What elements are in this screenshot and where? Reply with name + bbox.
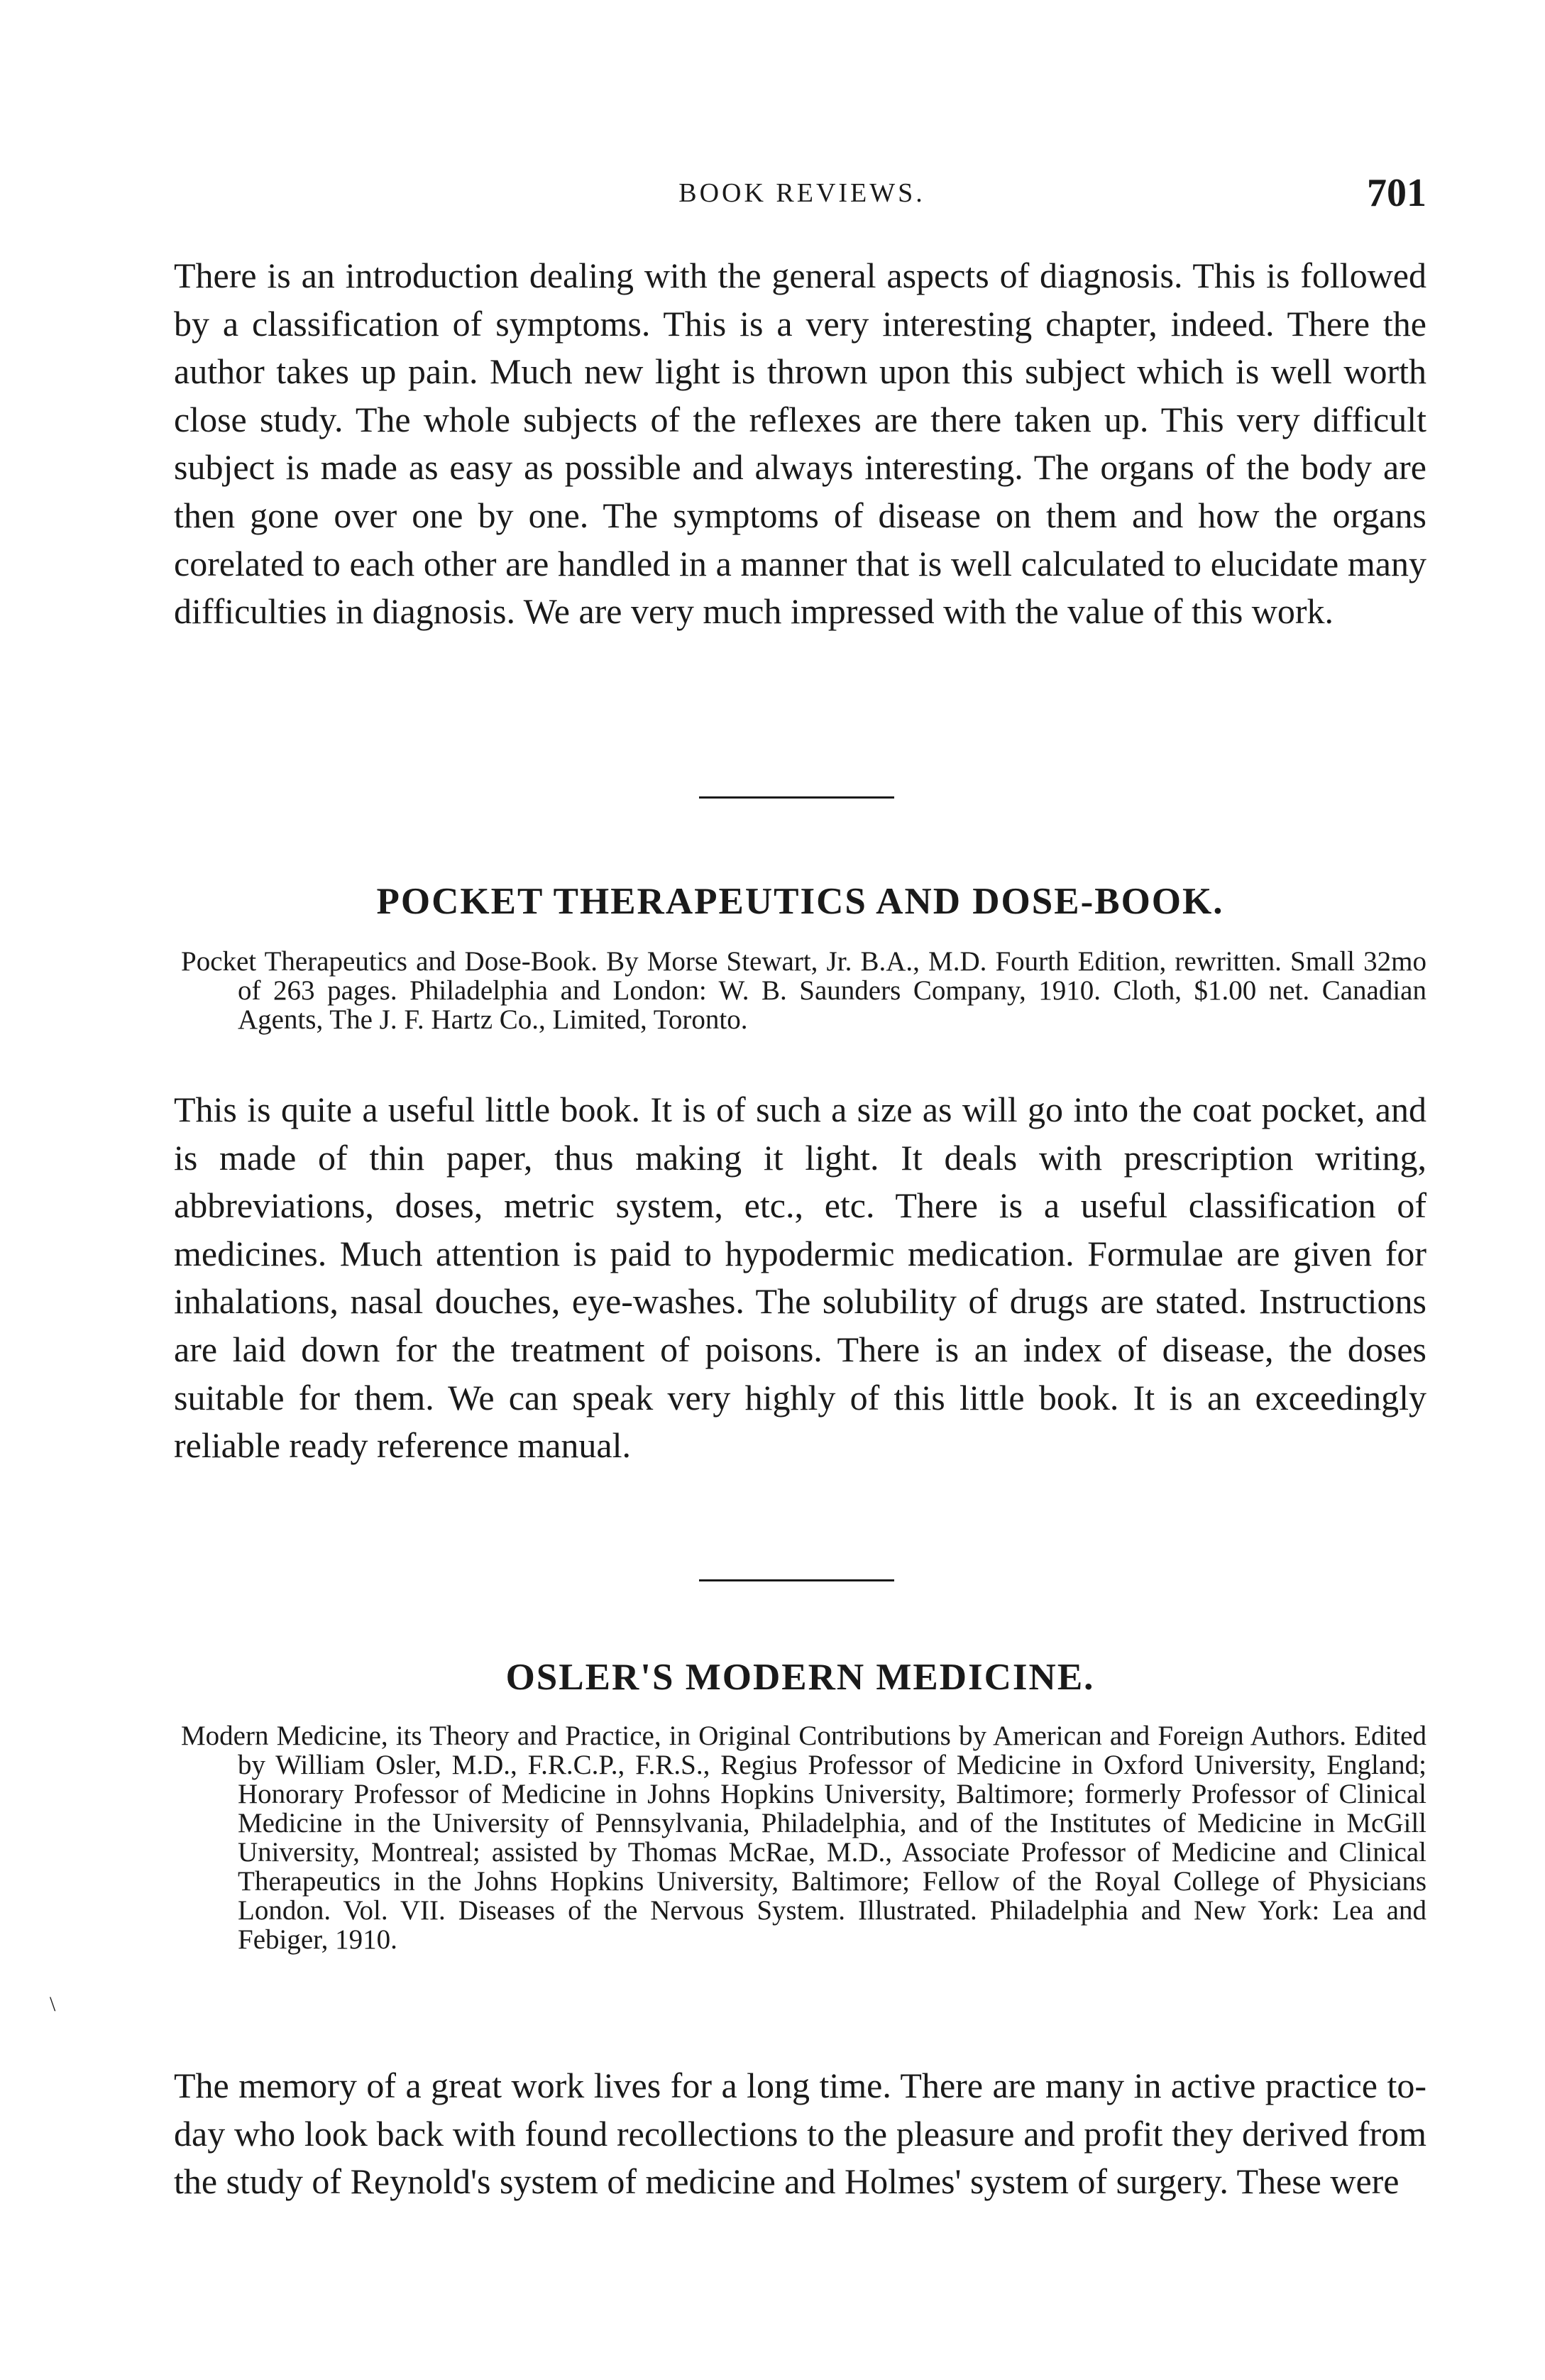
citation-oslers-modern-medicine xyxy=(181,1721,1426,1954)
section-divider xyxy=(699,796,894,799)
review-body-oslers-modern-medicine: The memory of a great work lives for a long time. There are many in active practice to-day who look back with found recollections to the pleasure and profit they derived from the study of Reynold's system of medicine and Holmes' system of surgery. These were xyxy=(174,2066,1426,2202)
review-body-pocket-therapeutics: This is quite a useful little book. It is of such a size as will go into the coat pocket, and is made of thin paper, thus making it light. It deals with prescription writing, abbreviations, doses, metric system, etc., etc. There is a useful classification of medicines. Much attention is paid to hypodermic medication. Formulae are given for inhalations, nasal douches, eye-washes. The solubility of drugs are stated. Instructions are laid down for the treatment of poisons. There is an index of disease, the doses suitable for them. We can speak very highly of this little book. It is an exceedingly reliable ready reference manual. xyxy=(174,1090,1426,1466)
review-heading-pocket-therapeutics: POCKET THERAPEUTICS AND DOSE-BOOK. xyxy=(376,881,1224,922)
citation-text: Pocket Therapeutics and Dose-Book. By Morse Stewart, Jr. B.A., M.D. Fourth Edition, rewritten. Small 32mo of 263 pages. Philadelphia and London: W. B. Saunders Company, 1910. Cloth, $1.00 net. Canadian Agents, The J. F. Hartz Co., Limited, Toronto. xyxy=(181,946,1426,1035)
page-number: 701 xyxy=(1367,171,1426,215)
citation-text: Modern Medicine, its Theory and Practice, in Original Contributions by American and Foreign Authors. Edited by William Osler, M.D., F.R.C.P., F.R.S., Regius Professor of Medicine in Oxford University, England; Honorary Professor of Medicine in Johns Hopkins University, Baltimore; formerly Professor of Clinical Medicine in the University of Pennsylvania, Philadelphia, and of the Institutes of Medicine in McGill University, Montreal; assisted by Thomas McRae, M.D., Associate Professor of Medicine and Clinical Therapeutics in the Johns Hopkins University, Baltimore; Fellow of the Royal College of Physicians London. Vol. VII. Diseases of the Nervous System. Illustrated. Philadelphia and New York: Lea and Febiger, 1910. xyxy=(181,1721,1426,1955)
intro-paragraph: There is an introduction dealing with the general aspects of diagnosis. This is followed by a classification of symptoms. This is a very interesting chapter, indeed. There the author takes up pain. Much new light is thrown upon this subject which is well worth close study. The whole subjects of the reflexes are there taken up. This very difficult subject is made as easy as possible and always interesting. The organs of the body are then gone over one by one. The symptoms of disease on them and how the organs corelated to each other are handled in a manner that is well calculated to elucidate many difficulties in diagnosis. We are very much impressed with the value of this work. xyxy=(174,256,1426,632)
running-head xyxy=(177,170,1426,220)
running-head-title: BOOK REVIEWS. xyxy=(678,178,925,208)
review-heading-oslers-modern-medicine: OSLER'S MODERN MEDICINE. xyxy=(505,1657,1095,1698)
margin-mark: \ xyxy=(50,1992,56,2016)
citation-pocket-therapeutics xyxy=(181,947,1426,1034)
section-divider xyxy=(699,1579,894,1581)
